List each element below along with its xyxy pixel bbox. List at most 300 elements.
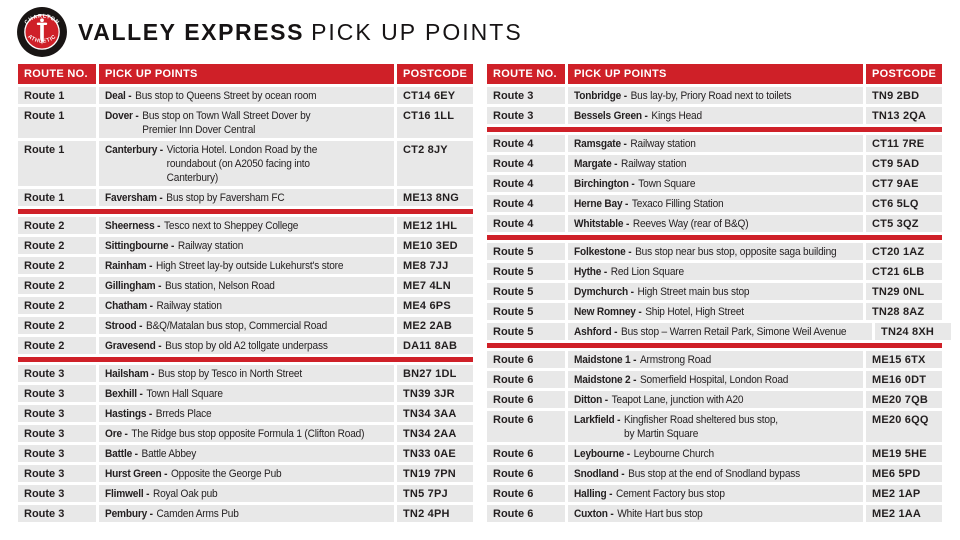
stop-description-line: Kingfisher Road sheltered bus stop, <box>624 414 778 426</box>
postcode-cell: TN5 7PJ <box>397 485 473 502</box>
stop-name: Halling - <box>574 488 613 500</box>
route-cell: Route 6 <box>487 505 565 522</box>
stop-description-line: Leybourne Church <box>633 448 714 460</box>
stop-name: Cuxton - <box>574 508 614 520</box>
postcode-cell: CT2 8JY <box>397 141 473 186</box>
pickup-point <box>105 259 369 273</box>
stop-description-line: Opposite the George Pub <box>170 468 282 480</box>
section-divider <box>18 209 473 214</box>
stop-description <box>640 353 711 367</box>
route-cell: Route 1 <box>18 189 96 206</box>
table-row <box>18 141 473 186</box>
pickup-cell <box>99 141 394 186</box>
column-header-pickup: PICK UP POINTS <box>568 64 863 84</box>
stop-description-line: Canterbury) <box>166 172 219 184</box>
pickup-cell <box>568 371 863 388</box>
postcode-cell: TN34 3AA <box>397 405 473 422</box>
stop-description-line: Bus stop by old A2 tollgate underpass <box>165 340 328 352</box>
route-cell: Route 2 <box>18 277 96 294</box>
pickup-table-right <box>487 64 942 525</box>
stop-description <box>617 507 702 521</box>
table-row <box>18 189 473 206</box>
stop-description <box>645 305 744 319</box>
stop-description <box>142 447 197 461</box>
pickup-point <box>574 197 838 211</box>
route-cell: Route 6 <box>487 485 565 502</box>
pickup-cell <box>568 283 863 300</box>
stop-description <box>142 109 310 137</box>
section-divider <box>487 127 942 132</box>
stop-description-line: High Street main bus stop <box>637 286 750 298</box>
stop-description <box>632 197 724 211</box>
stop-name: Ditton - <box>574 394 608 406</box>
pickup-cell <box>568 485 863 502</box>
pickup-point <box>105 191 369 205</box>
stop-description-line: Bus stop on Town Wall Street Dover by <box>142 110 311 122</box>
section-divider <box>487 343 942 348</box>
postcode-cell: ME20 7QB <box>866 391 942 408</box>
postcode-cell: CT7 9AE <box>866 175 942 192</box>
section-divider <box>487 235 942 240</box>
postcode-cell: TN24 8XH <box>875 323 951 340</box>
table-row <box>487 371 942 388</box>
postcode-cell: ME4 6PS <box>397 297 473 314</box>
pickup-cell <box>568 303 863 320</box>
pickup-point <box>105 279 369 293</box>
stop-description-line: Railway station <box>630 138 696 150</box>
stop-description <box>156 259 343 273</box>
route-cell: Route 4 <box>487 135 565 152</box>
stop-description <box>638 285 750 299</box>
pickup-point <box>574 467 838 481</box>
pickup-point <box>574 265 838 279</box>
postcode-cell: TN9 2BD <box>866 87 942 104</box>
stop-description-line: Camden Arms Pub <box>156 508 239 520</box>
postcode-cell: TN13 2QA <box>866 107 942 124</box>
pickup-point <box>574 137 838 151</box>
route-cell: Route 3 <box>18 505 96 522</box>
table-row <box>487 465 942 482</box>
pickup-cell <box>99 297 394 314</box>
tables-container <box>18 64 942 525</box>
postcode-cell: CT9 5AD <box>866 155 942 172</box>
stop-description-line: Railway station <box>621 158 687 170</box>
pickup-point <box>105 447 369 461</box>
pickup-point <box>105 239 369 253</box>
postcode-cell: TN28 8AZ <box>866 303 942 320</box>
stop-name: Tonbridge - <box>574 90 627 102</box>
stop-description-line: roundabout (on A2050 facing into <box>166 158 310 170</box>
stop-description <box>628 467 800 481</box>
postcode-cell: ME6 5PD <box>866 465 942 482</box>
stop-name: Bexhill - <box>105 388 143 400</box>
charlton-athletic-logo <box>16 6 68 58</box>
postcode-cell: ME2 2AB <box>397 317 473 334</box>
table-row <box>487 391 942 408</box>
stop-name: Folkestone - <box>574 246 632 258</box>
pickup-point <box>105 487 369 501</box>
stop-description <box>624 413 778 441</box>
pickup-point <box>574 217 838 231</box>
pickup-point <box>105 339 369 353</box>
stop-description <box>635 245 836 259</box>
stop-description <box>167 143 318 185</box>
table-row <box>18 505 473 522</box>
pickup-point <box>574 373 838 387</box>
stop-name: Deal - <box>105 90 132 102</box>
postcode-cell: TN33 0AE <box>397 445 473 462</box>
stop-description <box>638 177 695 191</box>
stop-description-line: Bus lay-by, Priory Road next to toilets <box>630 90 792 102</box>
table-row <box>487 445 942 462</box>
stop-name: Strood - <box>105 320 143 332</box>
stop-description-line: The Ridge bus stop opposite Formula 1 (Clifton Road) <box>131 428 365 440</box>
table-row <box>487 195 942 212</box>
pickup-point <box>105 109 369 137</box>
stop-description <box>165 339 328 353</box>
stop-description <box>630 137 695 151</box>
table-row <box>487 175 942 192</box>
pickup-point <box>105 89 369 103</box>
stop-description <box>146 387 222 401</box>
pickup-point <box>574 89 838 103</box>
stop-name: Faversham - <box>105 192 163 204</box>
table-row <box>487 135 942 152</box>
pickup-cell <box>99 405 394 422</box>
stop-name: Sittingbourne - <box>105 240 175 252</box>
stop-name: Larkfield - <box>574 414 621 426</box>
table-header-row <box>487 64 942 84</box>
route-cell: Route 3 <box>18 365 96 382</box>
column-header-postcode: POSTCODE <box>866 64 942 84</box>
route-cell: Route 2 <box>18 337 96 354</box>
stop-description-line: Brreds Place <box>155 408 212 420</box>
stop-description <box>651 109 701 123</box>
pickup-cell <box>99 337 394 354</box>
stop-name: New Romney - <box>574 306 642 318</box>
stop-description-line: Town Hall Square <box>146 388 223 400</box>
pickup-point <box>105 427 369 441</box>
pickup-cell <box>568 505 863 522</box>
pickup-point <box>105 219 369 233</box>
route-cell: Route 6 <box>487 445 565 462</box>
postcode-cell: CT6 5LQ <box>866 195 942 212</box>
stop-name: Birchington - <box>574 178 635 190</box>
route-cell: Route 2 <box>18 217 96 234</box>
stop-name: Flimwell - <box>105 488 150 500</box>
stop-name: Dover - <box>105 110 139 122</box>
postcode-cell: ME13 8NG <box>397 189 473 206</box>
stop-description-line: Bus stop by Tesco in North Street <box>158 368 302 380</box>
pickup-cell <box>568 445 863 462</box>
pickup-cell <box>99 87 394 104</box>
stop-description <box>146 319 327 333</box>
pickup-cell <box>99 107 394 138</box>
pickup-cell <box>568 135 863 152</box>
postcode-cell: TN39 3JR <box>397 385 473 402</box>
table-row <box>18 277 473 294</box>
pickup-point <box>574 487 838 501</box>
stop-description-line: Bus stop – Warren Retail Park, Simone Weil Avenue <box>621 326 847 338</box>
table-row <box>18 107 473 138</box>
stop-description-line: Somerfield Hospital, London Road <box>639 374 789 386</box>
postcode-cell: CT16 1LL <box>397 107 473 138</box>
pickup-point <box>574 305 838 319</box>
stop-description <box>157 299 222 313</box>
postcode-cell: ME16 0DT <box>866 371 942 388</box>
stop-description-line: Victoria Hotel. London Road by the <box>166 144 318 156</box>
stop-name: Chatham - <box>105 300 153 312</box>
stop-description <box>153 487 218 501</box>
table-row <box>18 217 473 234</box>
pickup-cell <box>568 465 863 482</box>
stop-description <box>164 219 298 233</box>
stop-description-line: Tesco next to Sheppey College <box>164 220 299 232</box>
postcode-cell: ME15 6TX <box>866 351 942 368</box>
stop-description <box>156 407 212 421</box>
pickup-cell <box>99 217 394 234</box>
pickup-point <box>574 109 838 123</box>
postcode-cell: TN29 0NL <box>866 283 942 300</box>
pickup-point <box>574 447 838 461</box>
table-row <box>18 87 473 104</box>
stop-description-line: Battle Abbey <box>141 448 197 460</box>
column-header-postcode: POSTCODE <box>397 64 473 84</box>
stop-description-line: Premier Inn Dover Central <box>142 124 256 136</box>
table-row <box>487 155 942 172</box>
stop-name: Maidstone 2 - <box>574 374 637 386</box>
route-cell: Route 4 <box>487 215 565 232</box>
pickup-point <box>574 393 838 407</box>
stop-description <box>621 325 846 339</box>
stop-name: Hurst Green - <box>105 468 168 480</box>
table-row <box>18 365 473 382</box>
postcode-cell: ME8 7JJ <box>397 257 473 274</box>
stop-description <box>640 373 788 387</box>
stop-description <box>616 487 725 501</box>
stop-description <box>135 89 316 103</box>
stop-description <box>131 427 364 441</box>
route-cell: Route 4 <box>487 175 565 192</box>
logo-text-top: CHARLTON <box>23 13 61 26</box>
pickup-cell <box>99 445 394 462</box>
table-row <box>487 411 942 442</box>
table-row <box>487 243 942 260</box>
stop-name: Ramsgate - <box>574 138 627 150</box>
column-header-route: ROUTE NO. <box>487 64 565 84</box>
stop-name: Ashford - <box>574 326 618 338</box>
stop-description-line: Reeves Way (rear of B&Q) <box>632 218 749 230</box>
table-row <box>18 297 473 314</box>
route-cell: Route 5 <box>487 283 565 300</box>
pickup-cell <box>99 189 394 206</box>
postcode-cell: TN19 7PN <box>397 465 473 482</box>
postcode-cell: DA11 8AB <box>397 337 473 354</box>
route-cell: Route 3 <box>487 87 565 104</box>
postcode-cell: CT14 6EY <box>397 87 473 104</box>
pickup-point <box>574 177 838 191</box>
stop-description <box>166 191 284 205</box>
table-row <box>18 485 473 502</box>
stop-description <box>612 393 744 407</box>
pickup-cell <box>568 391 863 408</box>
route-cell: Route 6 <box>487 371 565 388</box>
stop-description-line: Bus stop near bus stop, opposite saga building <box>635 246 837 258</box>
postcode-cell: ME20 6QQ <box>866 411 942 442</box>
stop-name: Hailsham - <box>105 368 155 380</box>
pickup-cell <box>568 263 863 280</box>
masthead <box>16 6 523 58</box>
stop-description <box>158 367 302 381</box>
route-cell: Route 3 <box>18 385 96 402</box>
table-row <box>18 257 473 274</box>
stop-description-line: Teapot Lane, junction with A20 <box>611 394 744 406</box>
pickup-point <box>105 143 369 185</box>
pickup-point <box>105 507 369 521</box>
stop-description-line: Bus stop to Queens Street by ocean room <box>135 90 317 102</box>
stop-description-line: by Martin Square <box>624 428 699 440</box>
table-header-row <box>18 64 473 84</box>
table-row <box>18 425 473 442</box>
table-row <box>487 215 942 232</box>
pickup-point <box>574 353 838 367</box>
stop-description-line: Town Square <box>638 178 696 190</box>
stop-name: Rainham - <box>105 260 153 272</box>
pickup-cell <box>568 215 863 232</box>
pickup-cell <box>568 87 863 104</box>
stop-description-line: Texaco Filling Station <box>631 198 724 210</box>
route-cell: Route 3 <box>18 485 96 502</box>
route-cell: Route 6 <box>487 391 565 408</box>
route-cell: Route 5 <box>487 303 565 320</box>
route-cell: Route 5 <box>487 243 565 260</box>
stop-description <box>621 157 686 171</box>
postcode-cell: ME7 4LN <box>397 277 473 294</box>
table-row <box>487 505 942 522</box>
pickup-cell <box>568 175 863 192</box>
postcode-cell: CT21 6LB <box>866 263 942 280</box>
pickup-point <box>574 507 838 521</box>
pickup-cell <box>99 485 394 502</box>
stop-name: Sheerness - <box>105 220 161 232</box>
stop-name: Margate - <box>574 158 618 170</box>
pickup-cell <box>568 323 872 340</box>
stop-description <box>633 217 749 231</box>
table-row <box>487 303 942 320</box>
route-cell: Route 1 <box>18 141 96 186</box>
table-row <box>487 351 942 368</box>
postcode-cell: ME2 1AP <box>866 485 942 502</box>
stop-name: Gillingham - <box>105 280 162 292</box>
stop-name: Maidstone 1 - <box>574 354 637 366</box>
stop-description <box>631 89 792 103</box>
stop-description <box>157 507 239 521</box>
stop-description-line: Kings Head <box>651 110 702 122</box>
stop-name: Hythe - <box>574 266 608 278</box>
pickup-point <box>574 157 838 171</box>
route-cell: Route 3 <box>18 425 96 442</box>
pickup-point <box>105 407 369 421</box>
route-cell: Route 6 <box>487 411 565 442</box>
stop-description-line: Bus stop at the end of Snodland bypass <box>628 468 801 480</box>
stop-name: Herne Bay - <box>574 198 629 210</box>
postcode-cell: CT20 1AZ <box>866 243 942 260</box>
route-cell: Route 4 <box>487 195 565 212</box>
stop-description <box>165 279 275 293</box>
postcode-cell: TN2 4PH <box>397 505 473 522</box>
pickup-cell <box>99 465 394 482</box>
column-header-pickup: PICK UP POINTS <box>99 64 394 84</box>
stop-name: Battle - <box>105 448 138 460</box>
table-row <box>18 337 473 354</box>
stop-description-line: Railway station <box>177 240 244 252</box>
page-title <box>78 19 523 46</box>
postcode-cell: BN27 1DL <box>397 365 473 382</box>
route-cell: Route 2 <box>18 317 96 334</box>
pickup-cell <box>99 277 394 294</box>
route-cell: Route 3 <box>18 445 96 462</box>
stop-name: Gravesend - <box>105 340 162 352</box>
title-suffix: PICK UP POINTS <box>311 18 523 45</box>
stop-name: Hastings - <box>105 408 153 420</box>
stop-name: Whitstable - <box>574 218 630 230</box>
stop-description-line: Armstrong Road <box>639 354 712 366</box>
pickup-cell <box>99 505 394 522</box>
postcode-cell: ME12 1HL <box>397 217 473 234</box>
stop-description-line: High Street lay-by outside Lukehurst's store <box>155 260 344 272</box>
route-cell: Route 5 <box>487 263 565 280</box>
table-row <box>18 317 473 334</box>
pickup-point <box>105 387 369 401</box>
pickup-point <box>105 367 369 381</box>
stop-description-line: Railway station <box>156 300 222 312</box>
pickup-cell <box>99 317 394 334</box>
stop-description-line: Ship Hotel, High Street <box>645 306 744 318</box>
stop-description-line: Bus station, Nelson Road <box>164 280 275 292</box>
pickup-cell <box>568 155 863 172</box>
stop-name: Leybourne - <box>574 448 630 460</box>
stop-name: Bessels Green - <box>574 110 648 122</box>
pickup-point <box>574 245 838 259</box>
title-brand: VALLEY EXPRESS <box>78 18 305 45</box>
postcode-cell: CT5 3QZ <box>866 215 942 232</box>
route-cell: Route 4 <box>487 155 565 172</box>
postcode-cell: ME10 3ED <box>397 237 473 254</box>
stop-description-line: Royal Oak pub <box>152 488 218 500</box>
pickup-cell <box>568 351 863 368</box>
pickup-point <box>105 299 369 313</box>
postcode-cell: TN34 2AA <box>397 425 473 442</box>
section-divider <box>18 357 473 362</box>
table-row <box>18 237 473 254</box>
stop-name: Dymchurch - <box>574 286 634 298</box>
route-cell: Route 2 <box>18 237 96 254</box>
table-row <box>487 485 942 502</box>
stop-description <box>611 265 684 279</box>
table-row <box>487 263 942 280</box>
route-cell: Route 3 <box>18 405 96 422</box>
table-row <box>18 405 473 422</box>
pickup-cell <box>99 385 394 402</box>
pickup-point <box>574 285 838 299</box>
pickup-cell <box>99 365 394 382</box>
route-cell: Route 2 <box>18 297 96 314</box>
table-row <box>487 323 942 340</box>
stop-description <box>171 467 282 481</box>
pickup-cell <box>99 425 394 442</box>
table-row <box>18 385 473 402</box>
postcode-cell: ME19 5HE <box>866 445 942 462</box>
